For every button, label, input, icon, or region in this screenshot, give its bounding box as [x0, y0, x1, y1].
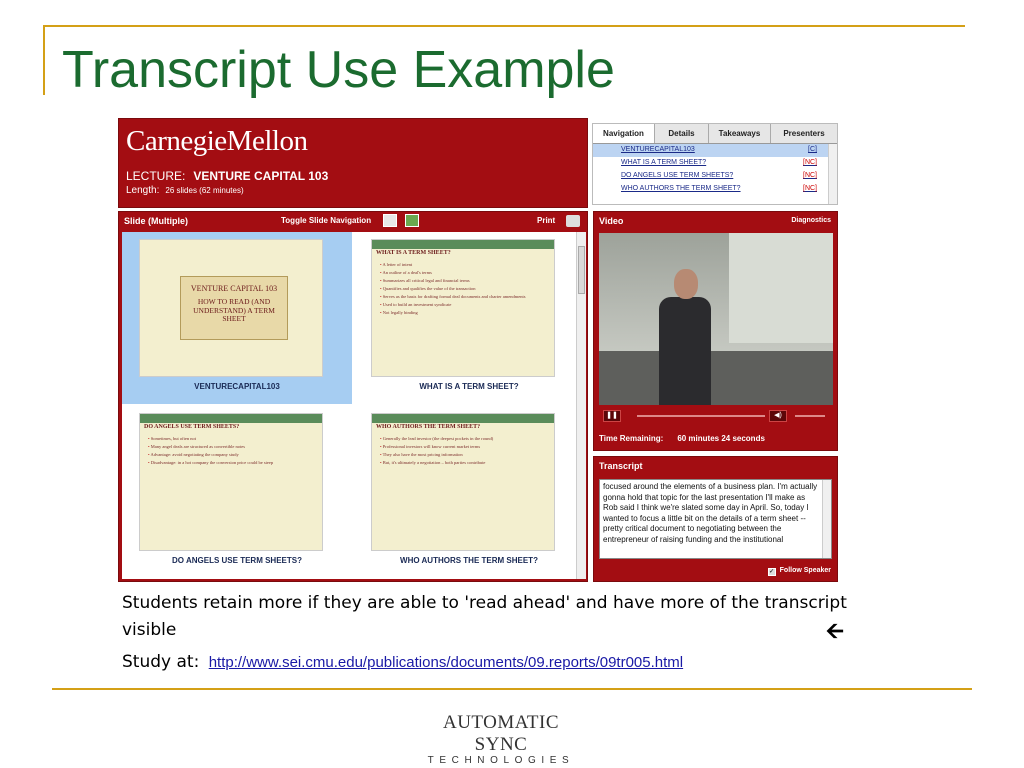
nav-item[interactable] [593, 144, 837, 157]
slide-title: Transcript Use Example [62, 41, 615, 99]
checkbox-icon[interactable]: ✓ [769, 569, 775, 575]
slide-caption: WHO AUTHORS THE TERM SHEET? [400, 556, 538, 565]
slide-caption: DO ANGELS USE TERM SHEETS? [172, 556, 302, 565]
time-remaining-label: Time Remaining: [599, 434, 664, 443]
app-screenshot [118, 118, 838, 582]
transcript-text: focused around the elements of a business plan. I'm actually gonna hold that topic for the last presentation I'll make as Rob said I think we're slated some day in April. So, today I wanted to focus a little bit on the details of a term sheet -- pretty critical document to negotiating between the entrepreneur of raising funding and the institutional [603, 482, 818, 544]
printer-icon[interactable] [566, 215, 580, 227]
slides-grid [122, 232, 586, 579]
length-line [126, 185, 244, 196]
slide-band [140, 414, 322, 423]
frame-bottom-line [52, 688, 972, 690]
slide-bullet: • An outline of a deal's terms [380, 270, 548, 275]
tab-presenters[interactable]: Presenters [783, 129, 825, 138]
slide-bullet: • Used to build an investment syndicate [380, 302, 548, 307]
nav-list [593, 144, 837, 204]
slide-bullet: • Sometimes, but often not [148, 436, 316, 441]
transcript-panel-title: Transcript [599, 461, 643, 471]
slide-bullet: • But, it's ultimately a negotiation – both parties contribute [380, 460, 548, 465]
slide-thumbnail[interactable] [354, 232, 584, 404]
left-arrow-icon: 🡨 [826, 618, 844, 643]
slide-caption: VENTURECAPITAL103 [194, 382, 280, 391]
grid-view-icon[interactable] [405, 214, 419, 227]
transcript-scrollbar[interactable] [822, 480, 831, 558]
video-panel [593, 211, 838, 451]
cmu-logo: CarnegieMellon [126, 125, 308, 157]
slide-title-sub: HOW TO READ (AND UNDERSTAND) A TERM SHEET [193, 297, 275, 324]
automatic-sync-logo [418, 712, 584, 766]
slide-bullet: • They also have the most pricing information [380, 452, 548, 457]
print-label[interactable]: Print [537, 216, 556, 225]
slide-bullets [380, 262, 548, 318]
slide-bullet: • Not legally binding [380, 310, 548, 315]
video-panel-title: Video [599, 216, 624, 226]
nav-item-title[interactable]: DO ANGELS USE TERM SHEETS? [621, 172, 734, 179]
video-presenter-head [674, 269, 698, 299]
nav-item-tag: [NC] [803, 159, 817, 166]
toggle-slide-navigation-label[interactable]: Toggle Slide Navigation [281, 216, 372, 225]
slide-bullet: • Many angel deals are structured as convertible notes [148, 444, 316, 449]
nav-item-title[interactable]: WHAT IS A TERM SHEET? [621, 159, 707, 166]
study-link[interactable]: http://www.sei.cmu.edu/publications/documents/09.reports/09tr005.html [208, 654, 684, 671]
slide-bullet: • Generally the lead investor (the deepest pockets in the round) [380, 436, 548, 441]
slide-thumbnail[interactable] [122, 232, 352, 404]
nav-item-tag: [NC] [803, 185, 817, 192]
length-value: 26 slides (62 minutes) [165, 186, 244, 195]
logo-line-2: TECHNOLOGIES [427, 755, 575, 766]
time-remaining-value: 60 minutes 24 seconds [677, 434, 765, 443]
transcript-panel-header [594, 457, 837, 474]
nav-item-tag: [NC] [803, 172, 817, 179]
slide-title-box [180, 276, 288, 340]
nav-scrollbar[interactable] [828, 144, 837, 204]
slide-heading: WHO AUTHORS THE TERM SHEET? [376, 424, 481, 430]
lecture-line [126, 169, 328, 183]
nav-item-title[interactable]: VENTURECAPITAL103 [621, 146, 695, 153]
study-label: Study at: [122, 652, 200, 672]
video-projection-screen [729, 233, 833, 343]
slides-panel [118, 211, 588, 582]
slides-scroll-thumb[interactable] [578, 246, 585, 294]
video-presenter [659, 297, 711, 405]
slide-bullet: • Summarizes all critical legal and financial terms [380, 278, 548, 283]
tab-details[interactable]: Details [655, 124, 709, 143]
transcript-text-area[interactable] [599, 479, 832, 559]
slide-image [139, 413, 323, 551]
slide-bullets [148, 436, 316, 468]
slide-bullet: • Quantifies and qualifies the value of the transaction [380, 286, 548, 291]
slide-image [139, 239, 323, 377]
time-remaining [599, 434, 765, 443]
slide-thumbnail[interactable] [122, 406, 352, 578]
lecture-name: VENTURE CAPITAL 103 [193, 169, 329, 183]
slides-panel-header [119, 212, 587, 229]
frame-top-line [43, 25, 965, 27]
nav-item-title[interactable]: WHO AUTHORS THE TERM SHEET? [621, 185, 741, 192]
slides-panel-title: Slide (Multiple) [124, 216, 188, 226]
slide-heading: WHAT IS A TERM SHEET? [376, 250, 451, 256]
slide-bullet: • Disadvantage: in a hot company the conversion price could be steep [148, 460, 316, 465]
slide-band [372, 414, 554, 423]
slide-heading: DO ANGELS USE TERM SHEETS? [144, 424, 240, 430]
slide-bullet: • A letter of intent [380, 262, 548, 267]
lecture-header [118, 118, 588, 208]
volume-slider[interactable] [795, 415, 825, 417]
tab-bar [593, 124, 837, 144]
tab-navigation[interactable]: Navigation [593, 124, 655, 143]
slide-bullet: • Advantage: avoid negotiating the company study [148, 452, 316, 457]
logo-line-1: AUTOMATIC SYNC [442, 712, 560, 755]
single-slide-view-icon[interactable] [383, 214, 397, 227]
follow-speaker-toggle[interactable] [768, 567, 831, 576]
slides-scrollbar[interactable] [576, 232, 586, 579]
slide-thumbnail[interactable] [354, 406, 584, 578]
slide-image [371, 239, 555, 377]
diagnostics-link[interactable]: Diagnostics [791, 217, 831, 224]
nav-item[interactable] [593, 157, 837, 170]
nav-item-tag: [C] [808, 146, 817, 153]
study-line [122, 652, 683, 672]
length-label: Length: [126, 185, 160, 196]
pause-icon[interactable]: ❚❚ [603, 410, 621, 422]
slide-image [371, 413, 555, 551]
note-text: Students retain more if they are able to 'read ahead' and have more of the transcript visible [122, 593, 847, 640]
volume-icon[interactable]: ◀) [769, 410, 787, 422]
video-floor [599, 351, 833, 405]
nav-item[interactable] [593, 183, 837, 196]
video-controls [599, 408, 833, 424]
tab-takeaways[interactable]: Takeaways [709, 124, 771, 143]
slide-band [372, 240, 554, 249]
transcript-panel [593, 456, 838, 582]
frame-left-line [43, 25, 45, 95]
slide-bullet: • Professional investors will know current market terms [380, 444, 548, 449]
lecture-label: LECTURE: [126, 169, 186, 183]
slide-bullets [380, 436, 548, 468]
seek-bar[interactable] [637, 415, 765, 417]
follow-speaker-label: Follow Speaker [779, 567, 831, 574]
slide-bullet: • Serves as the basis for drafting formal deal documents and charter amendments [380, 294, 548, 299]
navigation-panel [592, 123, 838, 205]
nav-item[interactable] [593, 170, 837, 183]
slide-caption: WHAT IS A TERM SHEET? [419, 382, 519, 391]
video-player[interactable] [599, 233, 833, 405]
slide-title-main: VENTURE CAPITAL 103 [190, 284, 278, 293]
